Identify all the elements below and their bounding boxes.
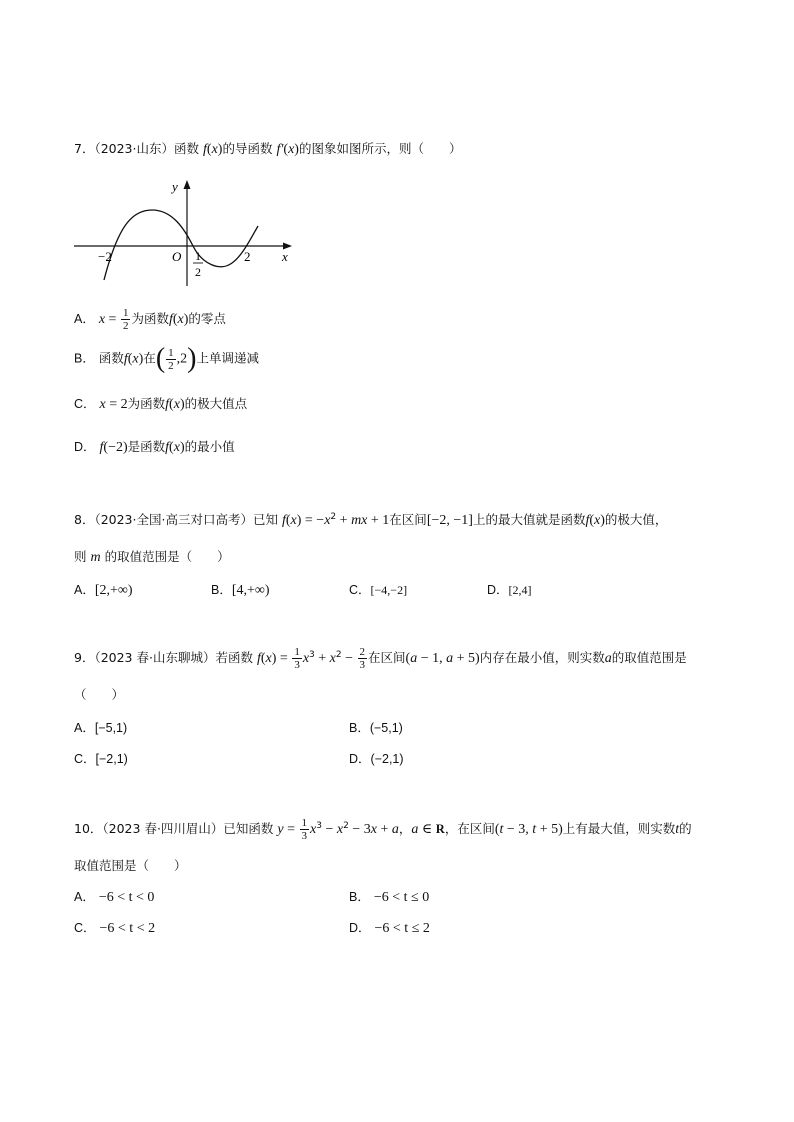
option-label: C． (74, 397, 96, 411)
option-label: A． (74, 312, 95, 326)
opt-text: 的零点 (188, 311, 226, 326)
frac-third: $\frac{1}{3}$ (294, 646, 300, 671)
option-label: B． (211, 583, 232, 597)
q8-text: 的取值范围是（ ） (104, 549, 230, 564)
q10-text: 已知函数 (223, 821, 274, 836)
q7-option-a[interactable] (74, 307, 226, 332)
opt-math: ) (179, 397, 185, 412)
opt-math: = (105, 312, 120, 327)
q10-math: x (370, 822, 377, 837)
opt-math: ,2 (176, 351, 188, 367)
q8-math: 2 (330, 511, 337, 522)
q7-option-d[interactable] (74, 437, 235, 456)
q10-math: ∈ (418, 822, 436, 837)
q9-math: ( (405, 651, 411, 666)
option-value: −6 < t < 2 (99, 921, 156, 936)
q8-text: 的极大值， (604, 512, 668, 527)
q10-math: a (391, 822, 399, 837)
q8-math: ( (589, 513, 595, 528)
q10-option-d[interactable] (349, 918, 430, 937)
q10-option-c[interactable] (74, 918, 155, 937)
q9-option-b[interactable] (349, 718, 403, 736)
option-label: D． (74, 440, 96, 454)
opt-math: ) (138, 351, 144, 367)
opt-math: f (99, 440, 104, 455)
opt-math: ( (169, 397, 174, 412)
opt-text: 函数 (98, 350, 124, 366)
q10-math: t (499, 822, 504, 837)
q10-math: + 5) (536, 822, 563, 837)
graph-tick-2: 2 (244, 249, 251, 264)
option-value: (−2,1) (370, 752, 404, 766)
opt-math: x (173, 440, 180, 455)
q10-text: 上有最大值，则实数 (562, 821, 676, 836)
q10-stem (74, 817, 692, 842)
q8-math: x (324, 513, 331, 528)
opt-math: ) (183, 312, 189, 327)
opt-math: ) (187, 343, 197, 374)
q9-math: + 5) (453, 651, 480, 666)
q8-text: 在区间 (389, 512, 427, 527)
q8-math: [−2, −1] (426, 513, 473, 528)
option-value: −6 < t < 0 (98, 890, 155, 905)
option-label: C． (74, 752, 96, 766)
q9-math: a (604, 651, 612, 666)
q8-source: （2023·全国·高三对口高考） (94, 512, 253, 527)
q8-math: f (585, 513, 590, 528)
graph-curve (104, 210, 258, 280)
q10-text: ， (398, 821, 412, 836)
q8-stem-line2 (74, 547, 230, 566)
frac-half: $\frac{1}{2}$ (122, 307, 129, 332)
q7-paren: ) (217, 142, 223, 157)
q8-math: x (594, 513, 601, 528)
q9-math: + (314, 651, 330, 666)
q10-text: ，在区间 (444, 821, 495, 836)
q10-math: 2 (343, 820, 349, 831)
option-label: A． (74, 890, 95, 904)
q8-math: + 1 (367, 513, 390, 528)
q10-math: − 3 (348, 822, 371, 837)
q9-text: 若函数 (215, 650, 253, 665)
q9-math: ) = (271, 651, 292, 666)
opt-math: x (99, 397, 106, 412)
frac-two-thirds: $\frac{2}{3}$ (359, 646, 366, 671)
q8-text: 则 (74, 549, 87, 564)
q8-option-b[interactable] (211, 580, 270, 599)
opt-math: x (98, 312, 106, 327)
q9-stem-line2: （ ） (74, 687, 125, 702)
option-label: D． (349, 752, 371, 766)
q9-text: 内存在最小值，则实数 (479, 650, 605, 665)
q9-math: ( (260, 651, 266, 666)
q7-number: 7． (74, 141, 95, 156)
option-label: B． (349, 890, 370, 904)
q9-math: x (329, 651, 336, 666)
q8-text: 上的最大值就是函数 (472, 512, 586, 527)
opt-math: x (173, 397, 180, 412)
q10-stem-line2: 取值范围是（ ） (74, 858, 187, 873)
opt-text: 是函数 (127, 439, 166, 454)
q7-text: 的图象如图所示，则（ ） (298, 141, 462, 156)
option-value: [2,4] (508, 583, 532, 597)
frac-half: $\frac{1}{2}$ (168, 346, 174, 372)
q7-var: x (211, 142, 218, 157)
opt-text: 的极大值点 (184, 396, 248, 411)
q7-paren: ( (283, 142, 289, 157)
option-label: A． (74, 721, 95, 735)
opt-text: 为函数 (131, 311, 169, 326)
q10-option-b[interactable] (349, 887, 429, 906)
option-value: [−2,1) (95, 752, 128, 766)
option-label: A． (74, 583, 95, 597)
q8-math: f (281, 513, 286, 528)
opt-math: (−2) (103, 440, 128, 455)
q8-math: + (336, 513, 352, 528)
q10-math: x (310, 822, 317, 837)
q9-source: （2023 春·山东聊城） (94, 650, 216, 665)
q9-text: 的取值范围是 (611, 650, 687, 665)
opt-text: 上单调递减 (196, 350, 259, 366)
q10-math: R (435, 822, 445, 836)
q10-math: 3 (316, 820, 322, 831)
q7-option-b[interactable] (74, 345, 259, 373)
frac-third: $\frac{1}{3}$ (301, 817, 308, 842)
q7-var: x (288, 142, 295, 157)
q9-number: 9． (74, 650, 95, 665)
q7-math-fpx: f′ (276, 142, 284, 157)
q9-math: x (265, 651, 272, 666)
q10-source: （2023 春·四川眉山） (102, 821, 224, 836)
q7-source: （2023·山东） (94, 141, 174, 156)
q9-option-d[interactable] (349, 749, 404, 767)
q10-math: a (411, 822, 419, 837)
opt-text: 在 (143, 350, 156, 366)
q9-math: f (256, 651, 261, 666)
option-label: C． (74, 921, 96, 935)
q8-math: m (90, 550, 101, 565)
q10-math: = (283, 822, 299, 837)
q10-math: t (532, 822, 537, 837)
option-value: [−5,1) (94, 721, 128, 735)
opt-math: ) (179, 440, 185, 455)
q9-stem (74, 646, 687, 671)
graph-x-label: x (282, 249, 288, 264)
opt-math: f (168, 312, 173, 327)
option-label: B． (74, 351, 95, 366)
q8-option-d[interactable] (487, 580, 532, 598)
graph-tick-half-num: 1 (195, 249, 201, 263)
q10-math: t (675, 822, 680, 837)
q9-math: − (341, 651, 357, 666)
opt-math: = 2 (105, 397, 128, 412)
q10-math: ( (494, 822, 500, 837)
q10-math: − (322, 822, 337, 837)
option-label: D． (349, 921, 371, 935)
q10-option-a[interactable] (74, 887, 154, 906)
q9-math: x (302, 651, 310, 666)
graph-tick-half-den: 2 (195, 265, 201, 279)
q9-text: 在区间 (368, 650, 406, 665)
q10-text: 的 (679, 821, 692, 836)
opt-math: ( (127, 351, 133, 367)
q10-math: x (336, 822, 344, 837)
q9-math: 3 (309, 649, 315, 660)
q8-math: ) (600, 513, 605, 528)
graph-y-arrow (184, 180, 191, 189)
q9-math: a (446, 651, 454, 666)
q8-text: 已知 (252, 512, 278, 527)
q7-text: 的导函数 (222, 141, 273, 156)
option-label: D． (487, 583, 509, 597)
q8-option-a[interactable] (74, 580, 133, 599)
q7-option-c[interactable] (74, 394, 247, 413)
q7-text: 函数 (174, 141, 200, 156)
opt-math: f (165, 397, 170, 412)
q8-math: mx (351, 513, 368, 528)
q9-math: 2 (335, 649, 342, 660)
q8-math: ) = − (296, 513, 325, 528)
q9-math: − 1, (417, 651, 447, 666)
q9-math: a (410, 651, 418, 666)
q9-option-c[interactable] (74, 749, 128, 767)
opt-math: ( (169, 440, 174, 455)
q7-math-fx: f (203, 142, 207, 157)
q10-math: − 3, (503, 822, 533, 837)
option-value: −6 < t ≤ 0 (373, 890, 430, 905)
q10-math: y (277, 822, 284, 837)
option-value: (−5,1) (369, 721, 403, 735)
q10-math: + (376, 822, 392, 837)
opt-math: f (123, 351, 128, 367)
opt-math: x (177, 312, 184, 327)
q8-stem (74, 510, 667, 529)
option-value: −6 < t ≤ 2 (374, 921, 430, 936)
opt-math: ( (155, 343, 166, 374)
option-value: [4,+∞) (231, 583, 270, 598)
q7-paren: ) (294, 142, 299, 157)
option-label: B． (349, 721, 370, 735)
q8-number: 8． (74, 512, 95, 527)
opt-math: x (132, 351, 139, 367)
opt-math: ( (172, 312, 178, 327)
q7-paren: ( (206, 142, 212, 157)
opt-text: 为函数 (127, 396, 166, 411)
opt-text: 的最小值 (184, 439, 235, 454)
q7-stem (74, 139, 461, 158)
opt-math: f (165, 440, 170, 455)
q9-option-a[interactable] (74, 718, 127, 736)
graph-origin-label: O (172, 249, 182, 264)
q8-option-c[interactable] (349, 580, 407, 598)
option-label: C． (349, 583, 371, 597)
option-value: [2,+∞) (94, 583, 133, 598)
graph-y-label: y (172, 179, 178, 194)
q10-number: 10． (74, 821, 103, 836)
q8-math: x (290, 513, 297, 528)
q7-derivative-graph (70, 176, 300, 288)
option-value: [−4,−2] (370, 583, 408, 597)
graph-tick-neg2: −2 (98, 249, 112, 264)
q8-math: ( (285, 513, 291, 528)
